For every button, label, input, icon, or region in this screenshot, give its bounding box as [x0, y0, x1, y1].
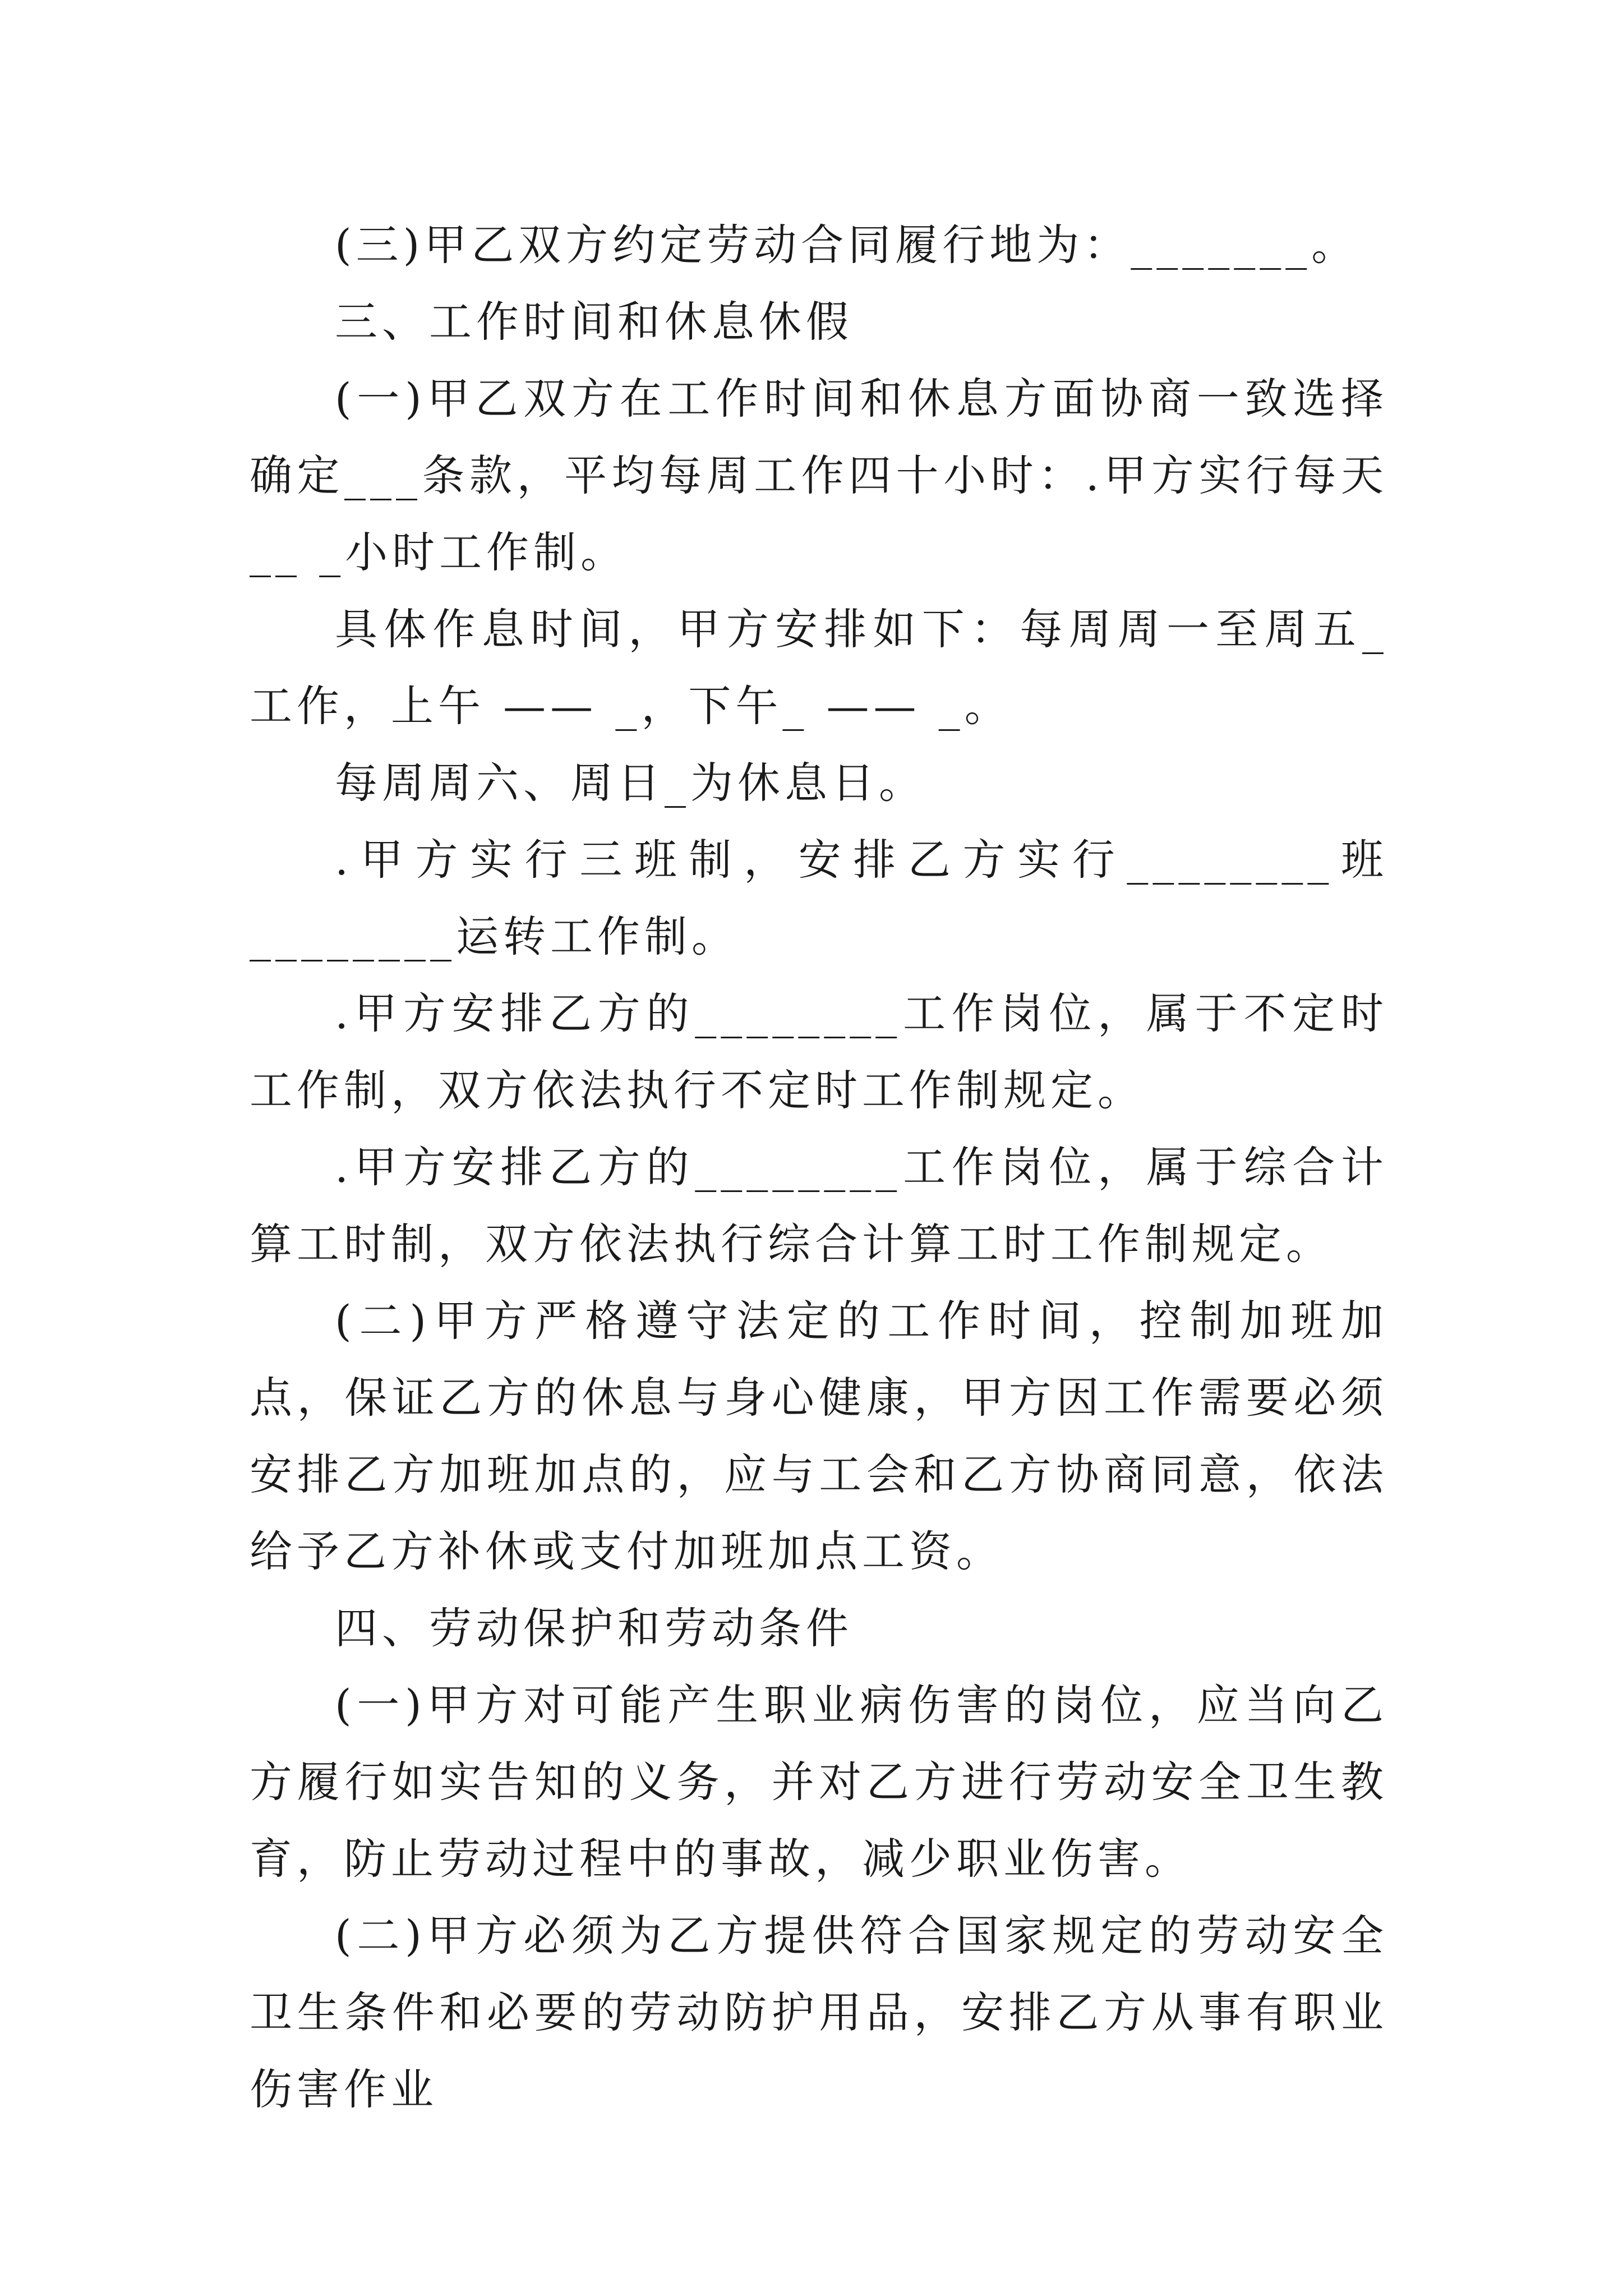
section-heading-labor-protection: 四、劳动保护和劳动条件 [335, 1603, 853, 1653]
paragraph-shift-system: .甲方实行三班制，安排乙方实行________班________运转工作制。 [250, 835, 1388, 961]
paragraph-occupational-disease: (一)甲方对可能产生职业病伤害的岗位，应当向乙方履行如实告知的义务，并对乙方进行劳动安全卫生教育，防止劳动过程中的事故，减少职业伤害。 [250, 1680, 1388, 1884]
paragraph-rest-days: 每周周六、周日_为休息日。 [335, 758, 926, 808]
paragraph-safety-conditions: (二)甲方必须为乙方提供符合国家规定的劳动安全卫生条件和必要的劳动防护用品，安排乙方从事有职业伤害作业 [250, 1911, 1388, 2114]
paragraph-hours-option: (一)甲乙双方在工作时间和休息方面协商一致选择确定___条款，平均每周工作四十小时：.甲方实行每天__ _小时工作制。 [250, 374, 1388, 577]
section-heading-working-hours: 三、工作时间和休息休假 [335, 297, 853, 347]
paragraph-schedule: 具体作息时间，甲方安排如下：每周周一至周五_工作，上午 —— _，下午_ —— _。 [250, 604, 1388, 731]
paragraph-work-location: (三)甲乙双方约定劳动合同履行地为：_______。 [335, 220, 1359, 270]
paragraph-flexible-hours: .甲方安排乙方的________工作岗位，属于不定时工作制，双方依法执行不定时工作制规定。 [250, 988, 1388, 1115]
paragraph-comprehensive-hours: .甲方安排乙方的________工作岗位，属于综合计算工时制，双方依法执行综合计算工时工作制规定。 [250, 1142, 1388, 1269]
paragraph-overtime: (二)甲方严格遵守法定的工作时间，控制加班加点，保证乙方的休息与身心健康，甲方因工作需要必须安排乙方加班加点的，应与工会和乙方协商同意，依法给予乙方补休或支付加班加点工资。 [250, 1296, 1388, 1576]
document-body [250, 206, 1388, 2128]
